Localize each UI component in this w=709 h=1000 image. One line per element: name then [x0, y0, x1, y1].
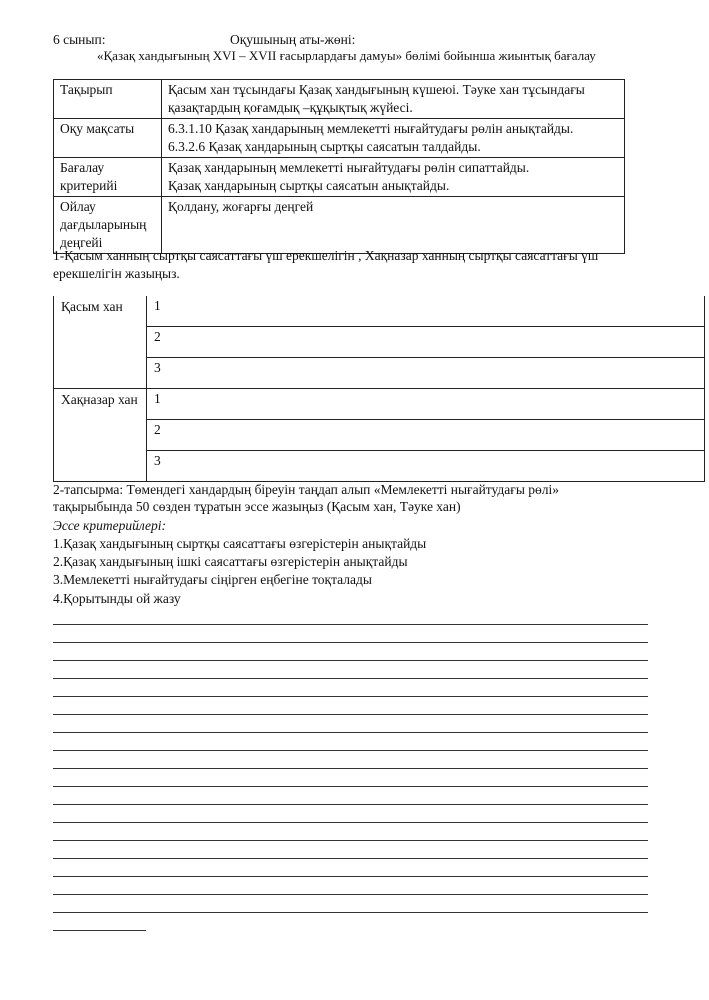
grade-label: 6 сынып:	[53, 32, 106, 47]
info-line: 6.3.2.6 Қазақ хандарының сыртқы саясатын талдайды.	[168, 139, 481, 154]
essay-writing-line[interactable]	[53, 732, 648, 733]
answer-cell[interactable]: 2	[147, 420, 705, 451]
answer-cell[interactable]: 3	[147, 451, 705, 482]
table-row	[54, 327, 705, 358]
info-line: Қазақ хандарының сыртқы саясатын анықтайды.	[168, 178, 450, 193]
khan-name-cell: Қасым хан	[54, 296, 147, 389]
info-content	[162, 197, 625, 254]
info-label: Тақырып	[54, 80, 162, 119]
essay-criteria-title: Эссе критерийлері:	[53, 518, 167, 533]
essay-writing-line[interactable]	[53, 768, 648, 769]
essay-writing-line[interactable]	[53, 804, 648, 805]
essay-writing-line[interactable]	[53, 714, 648, 715]
khan-name-cell: Хақназар хан	[54, 389, 147, 482]
essay-writing-line[interactable]	[53, 894, 648, 895]
info-table	[53, 79, 625, 254]
criterion-item: 3.Мемлекетті нығайтудағы сіңірген еңбегіне тоқталады	[53, 572, 372, 587]
info-label: Бағалау критерийі	[54, 158, 162, 197]
answer-cell[interactable]: 2	[147, 327, 705, 358]
table-row	[54, 451, 705, 482]
essay-writing-line[interactable]	[53, 660, 648, 661]
essay-writing-line[interactable]	[53, 786, 648, 787]
criterion-item: 1.Қазақ хандығының сыртқы саясаттағы өзгерістерін анықтайды	[53, 536, 427, 551]
task1-text: 1-Қасым ханның сыртқы саясаттағы үш ерекшелігін , Хақназар ханның сыртқы саясаттағы үш ерекшелігін жазыңыз.	[53, 248, 599, 281]
essay-writing-line[interactable]	[53, 642, 648, 643]
assessment-subtitle: «Қазақ хандығының XVI – XVII ғасырлардағы дамуы» бөлімі бойынша жиынтық бағалау	[97, 48, 596, 63]
criterion-item: 4.Қорытынды ой жазу	[53, 591, 181, 606]
essay-writing-line[interactable]	[53, 822, 648, 823]
essay-writing-line[interactable]	[53, 696, 648, 697]
info-row-topic	[54, 80, 625, 119]
khan-policy-table	[53, 296, 705, 482]
criterion-item: 2.Қазақ хандығының ішкі саясаттағы өзгерістерін анықтайды	[53, 554, 408, 569]
info-content	[162, 158, 625, 197]
info-row-criteria	[54, 158, 625, 197]
info-row-objective	[54, 119, 625, 158]
answer-cell[interactable]: 1	[147, 389, 705, 420]
essay-writing-line[interactable]	[53, 624, 648, 625]
essay-writing-line[interactable]	[53, 912, 648, 913]
info-line: Қолдану, жоғарғы деңгей	[168, 199, 314, 214]
answer-cell[interactable]: 3	[147, 358, 705, 389]
essay-writing-line[interactable]	[53, 930, 146, 931]
essay-writing-line[interactable]	[53, 678, 648, 679]
table-row	[54, 358, 705, 389]
info-line: Қасым хан тұсындағы Қазақ хандығының күшеюі. Тәуке хан тұсындағы	[168, 82, 585, 97]
student-name-label: Оқушының аты-жөні:	[230, 32, 356, 47]
task2-line1: 2-тапсырма: Төмендегі хандардың біреуін таңдап алып «Мемлекетті нығайтудағы рөлі»	[53, 482, 559, 497]
info-content	[162, 80, 625, 119]
task2-line2: тақырыбында 50 сөзден тұратын эссе жазыңыз (Қасым хан, Тәуке хан)	[53, 499, 461, 514]
info-row-thinking-level	[54, 197, 625, 254]
essay-writing-line[interactable]	[53, 876, 648, 877]
table-row	[54, 420, 705, 451]
table-row	[54, 296, 705, 327]
answer-cell[interactable]: 1	[147, 296, 705, 327]
essay-writing-line[interactable]	[53, 840, 648, 841]
info-label: Оқу мақсаты	[54, 119, 162, 158]
info-content	[162, 119, 625, 158]
info-label: Ойлау дағдыларының деңгейі	[54, 197, 162, 254]
info-line: Қазақ хандарының мемлекетті нығайтудағы рөлін сипаттайды.	[168, 160, 530, 175]
essay-writing-line[interactable]	[53, 750, 648, 751]
table-row	[54, 389, 705, 420]
info-line: 6.3.1.10 Қазақ хандарының мемлекетті нығайтудағы рөлін анықтайды.	[168, 121, 574, 136]
essay-writing-line[interactable]	[53, 858, 648, 859]
info-line: қазақтардың қоғамдық –құқықтық жүйесі.	[168, 100, 413, 115]
